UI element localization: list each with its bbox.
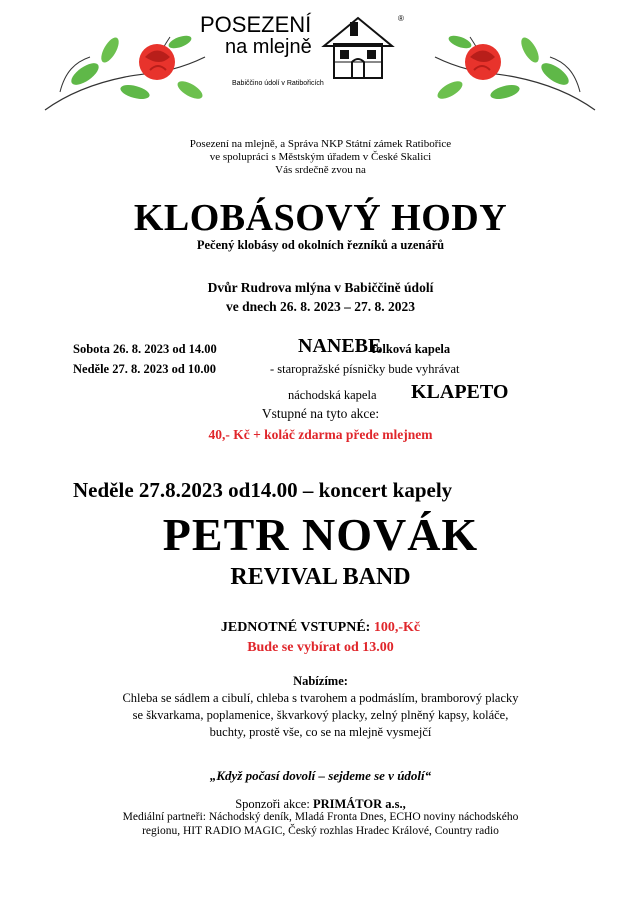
sponsor-label: Sponzoři akce: xyxy=(235,797,310,811)
logo-registered: ® xyxy=(398,14,404,23)
mill-house-icon xyxy=(320,14,396,80)
band-subtitle: REVIVAL BAND xyxy=(230,564,411,590)
price-label: JEDNOTNÉ VSTUPNÉ: xyxy=(220,620,371,635)
offer-line-2: se škvarkama, poplamenice, škvarkový placky, zelný plněný kapsy, koláče, xyxy=(132,708,509,722)
venue-block xyxy=(0,278,641,316)
sponsor-name: PRIMÁTOR a.s., xyxy=(312,797,406,811)
price-value: 100,-Kč xyxy=(373,620,421,635)
logo-subtitle: na mlejně xyxy=(225,36,312,58)
rose-left-icon xyxy=(40,22,210,112)
sunday-desc-2: náchodská kapela xyxy=(288,388,377,402)
event-subtitle: Pečený klobásy od okolních řezníků a uzenářů xyxy=(196,238,445,252)
sunday-date: Neděle 27. 8. 2023 od 10.00 xyxy=(73,362,217,376)
saturday-desc: folková kapela xyxy=(372,342,451,356)
rose-right-icon xyxy=(430,22,600,112)
intro-line-1: Posezení na mlejně, a Správa NKP Státní zámek Ratibořice xyxy=(189,138,452,150)
offer-line-3: buchty, prostě vše, co se na mlejně vysmejčí xyxy=(209,725,432,739)
saturday-date: Sobota 26. 8. 2023 od 14.00 xyxy=(73,342,217,356)
sunday-desc: - staropražské písničky bude vyhrávat xyxy=(270,362,460,376)
intro-block xyxy=(0,138,641,177)
saturday-band: NANEBE xyxy=(298,335,382,357)
entry-price: 40,- Kč + koláč zdarma přede mlejnem xyxy=(208,427,433,442)
media-partners xyxy=(0,810,641,838)
collect-time: Bude se vybírat od 13.00 xyxy=(247,640,394,655)
media-line-2: regionu, HIT RADIO MAGIC, Český rozhlas Hradec Králové, Country radio xyxy=(142,825,499,837)
price-line xyxy=(0,620,641,636)
intro-line-3: Vás srdečně zvou na xyxy=(275,164,366,176)
concert-heading: Neděle 27.8.2023 od14.00 – koncert kapely xyxy=(73,478,453,502)
event-title: KLOBÁSOVÝ HODY xyxy=(133,197,508,239)
logo-title: POSEZENÍ xyxy=(200,12,312,37)
offer-line-1: Chleba se sádlem a cibulí, chleba s tvarohem a podmáslím, bramborový placky xyxy=(122,691,519,705)
offer-label: Nabízíme: xyxy=(293,674,348,688)
sunday-band: KLAPETO xyxy=(411,381,509,403)
band-name: PETR NOVÁK xyxy=(162,509,479,560)
logo-tagline: Babiččino údolí v Ratibořicích xyxy=(232,80,324,87)
event-dates: ve dnech 26. 8. 2023 – 27. 8. 2023 xyxy=(226,299,415,314)
offer-text xyxy=(0,690,641,741)
intro-line-2: ve spolupráci s Městským úřadem v České Skalici xyxy=(209,151,432,163)
media-line-1: Mediální partneři: Náchodský deník, Mladá Fronta Dnes, ECHO noviny náchodského xyxy=(122,811,519,823)
entry-label: Vstupné na tyto akce: xyxy=(261,406,380,421)
venue-name: Dvůr Rudrova mlýna v Babiččině údolí xyxy=(207,280,434,295)
motto: „Když počasí dovolí – sejdeme se v údolí“ xyxy=(209,768,432,783)
